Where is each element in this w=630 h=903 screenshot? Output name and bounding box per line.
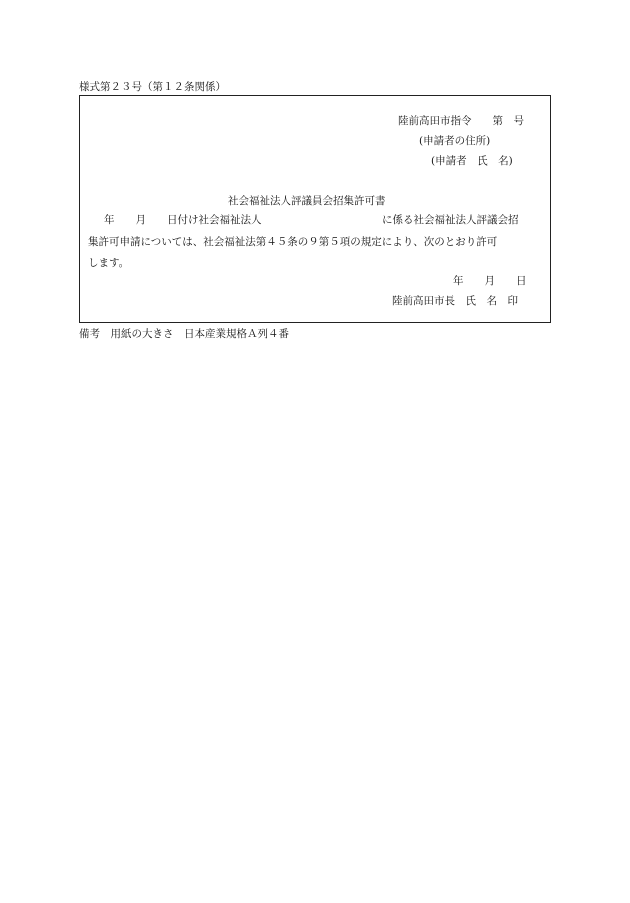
mayor-signature: 陸前高田市長 氏 名 印 — [392, 295, 518, 307]
applicant-name: (申請者 氏 名) — [431, 155, 513, 167]
document-title: 社会福祉法人評議員会招集許可書 — [228, 195, 386, 207]
form-label: 様式第２３号（第１２条関係） — [79, 81, 226, 93]
form-box — [79, 95, 551, 323]
issue-date: 年 月 日 — [453, 275, 527, 287]
applicant-address: (申請者の住所) — [419, 135, 491, 147]
body-line-3: します。 — [88, 257, 130, 269]
body-line-1-date: 年 月 日付け社会福祉法人 — [104, 214, 262, 226]
remarks-note: 備考 用紙の大きさ 日本産業規格Ａ列４番 — [79, 328, 289, 340]
body-line-1-end: に係る社会福祉法人評議会招 — [382, 214, 519, 226]
body-line-2: 集許可申請については、社会福祉法第４５条の９第５項の規定により、次のとおり許可 — [88, 236, 498, 248]
designation-number: 陸前高田市指令 第 号 — [398, 115, 524, 127]
